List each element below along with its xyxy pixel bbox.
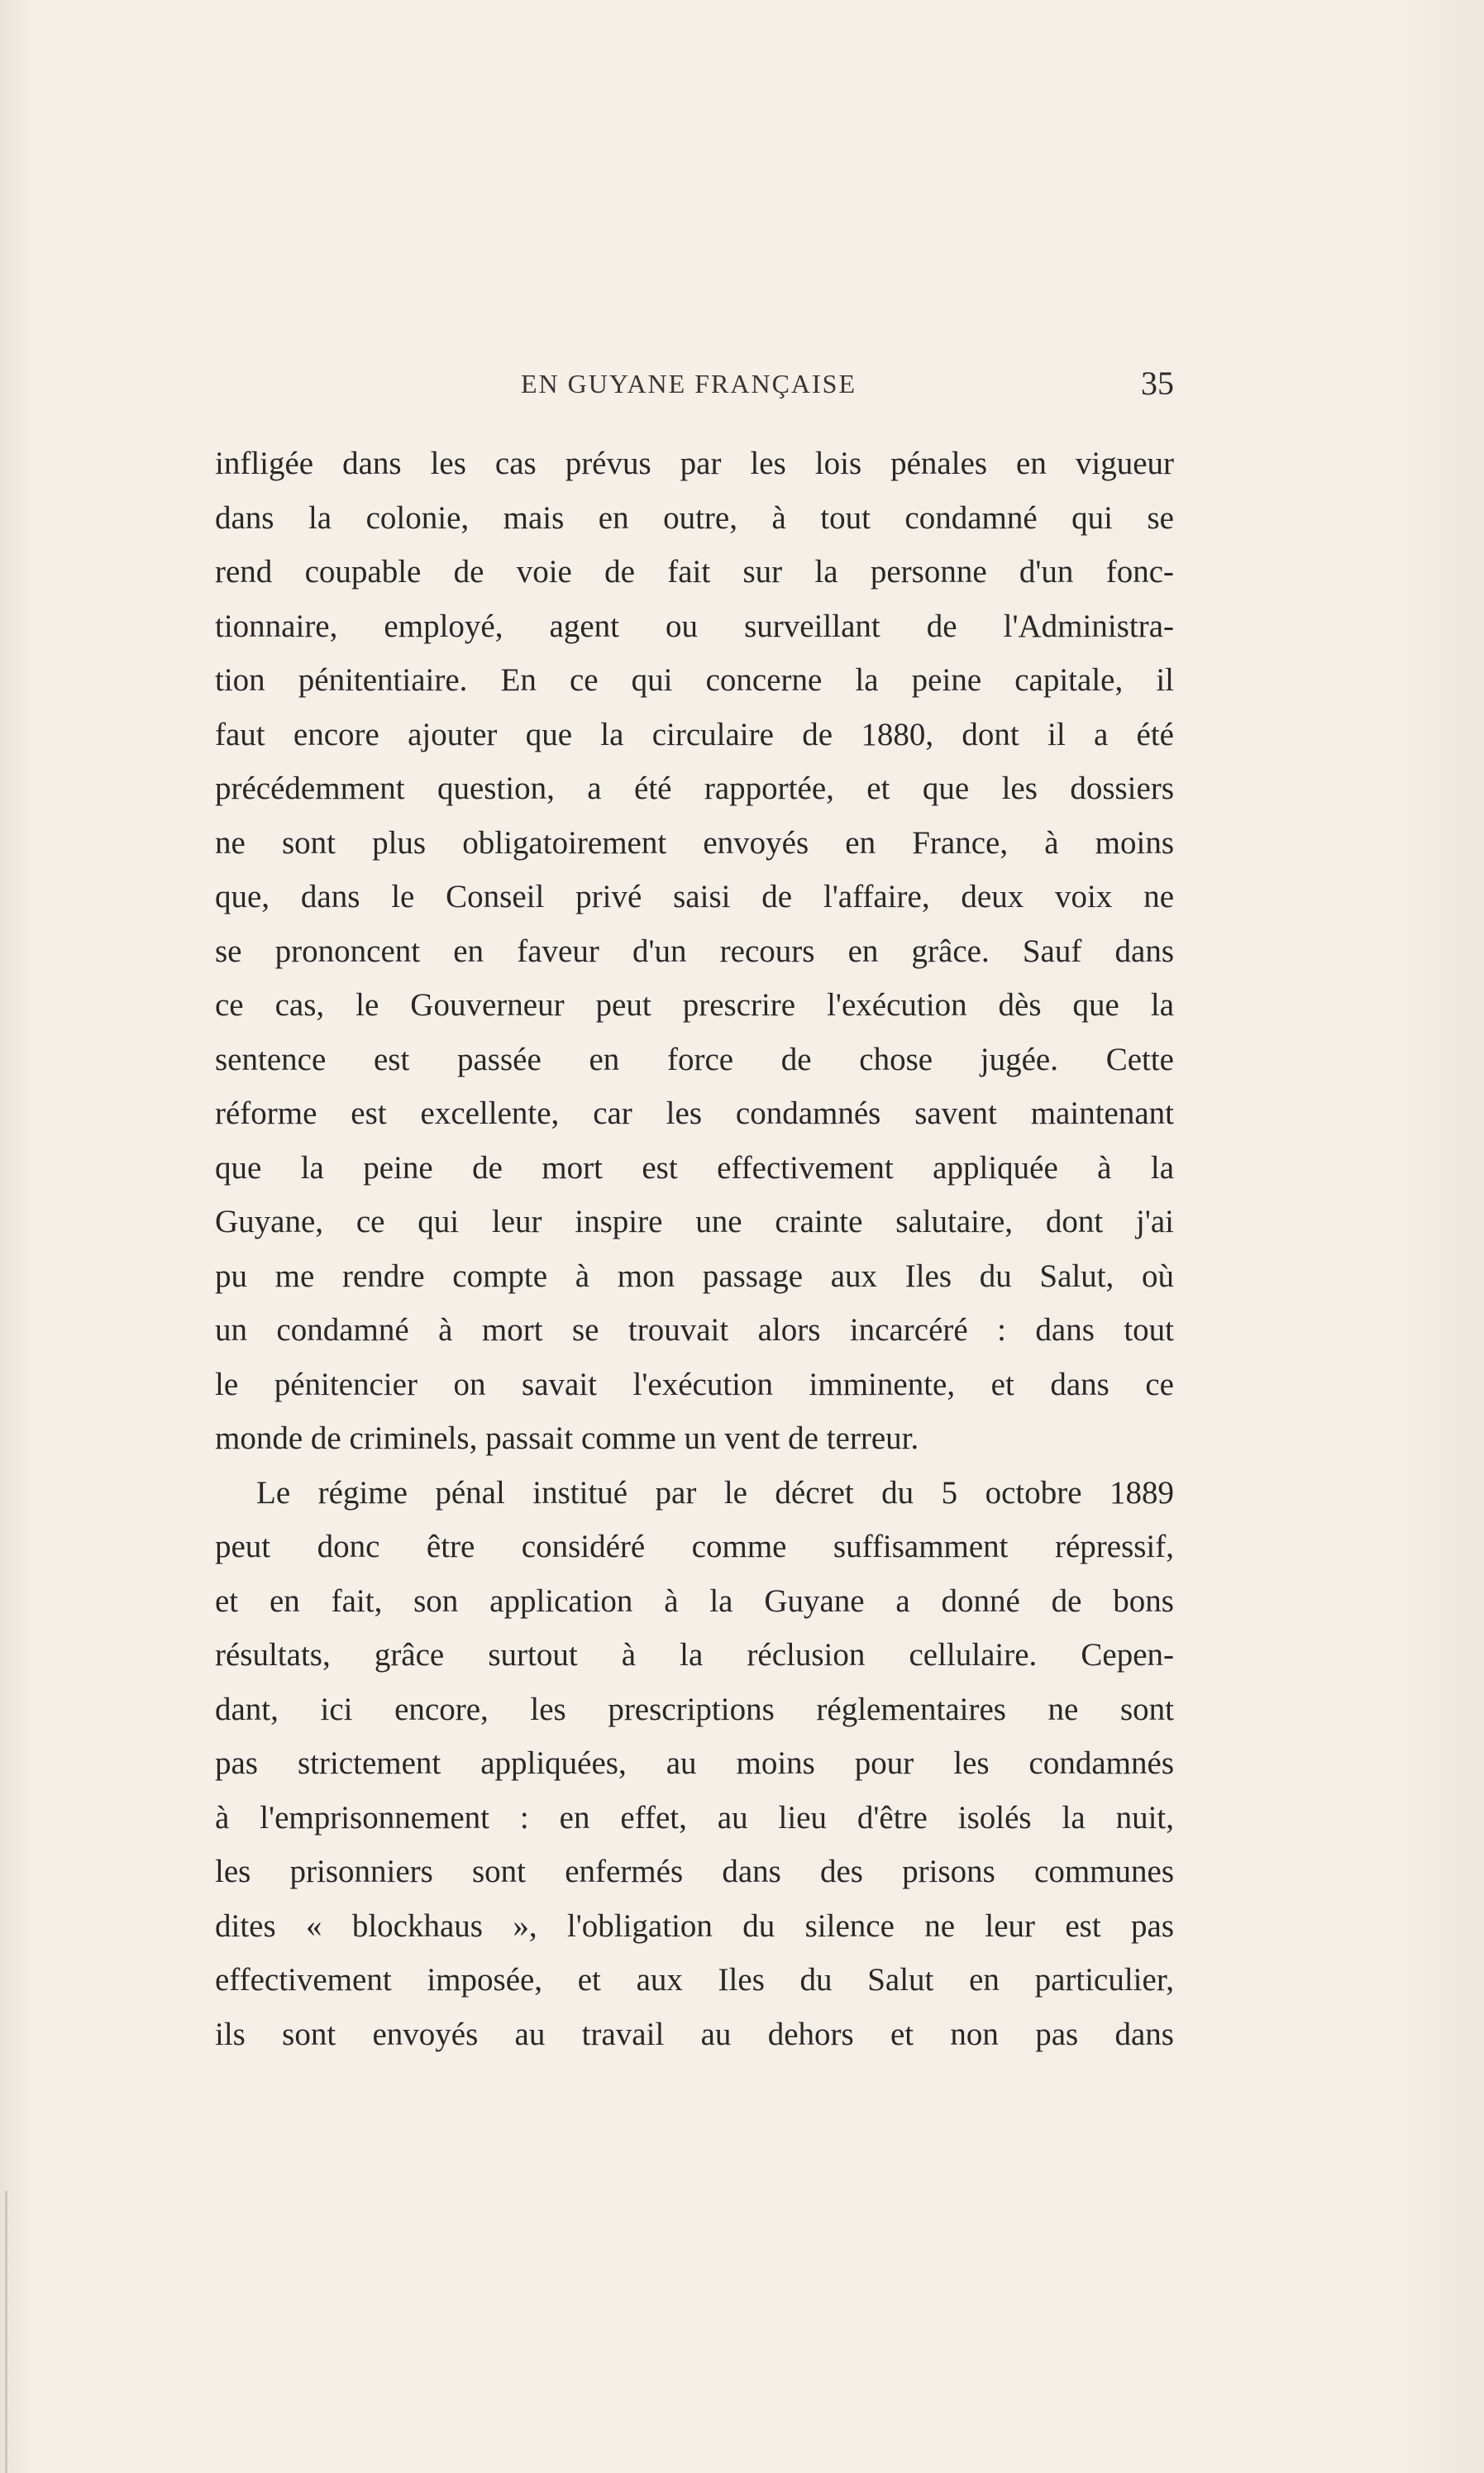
text-line: le pénitencier on savait l'exécution imminente, et dans ce (215, 1366, 1174, 1402)
text-line: et en fait, son application à la Guyane a donné de bons (215, 1583, 1174, 1619)
text-line: effectivement imposée, et aux Iles du Salut en particulier, (215, 1962, 1174, 1998)
text-line: un condamné à mort se trouvait alors incarcéré : dans tout (215, 1312, 1174, 1348)
text-line: résultats, grâce surtout à la réclusion cellulaire. Cepen- (215, 1637, 1174, 1673)
text-line: précédemment question, a été rapportée, et que les dossiers (215, 771, 1174, 806)
running-head: EN GUYANE FRANÇAISE (521, 369, 857, 399)
body-text (215, 437, 1174, 2061)
text-line: dant, ici encore, les prescriptions réglementaires ne sont (215, 1691, 1174, 1727)
text-line: peut donc être considéré comme suffisamment répressif, (215, 1529, 1174, 1564)
text-line: à l'emprisonnement : en effet, au lieu d'être isolés la nuit, (215, 1799, 1174, 1836)
paragraph-start-line: Le régime pénal institué par le décret du 5 octobre 1889 (256, 1474, 1174, 1511)
text-line: infligée dans les cas prévus par les lois pénales en vigueur (215, 446, 1174, 481)
page-edge-mark (5, 2191, 7, 2473)
text-line: tionnaire, employé, agent ou surveillant de l'Administra- (215, 608, 1174, 644)
text-line: dites « blockhaus », l'obligation du silence ne leur est pas (215, 1907, 1174, 1944)
page-header (215, 364, 1174, 413)
text-line: se prononcent en faveur d'un recours en grâce. Sauf dans (215, 933, 1174, 969)
text-line: sentence est passée en force de chose jugée. Cette (215, 1041, 1174, 1077)
text-line: ils sont envoyés au travail au dehors et non pas dans (215, 2016, 1174, 2052)
text-line: ne sont plus obligatoirement envoyés en France, à moins (215, 824, 1174, 861)
text-line: pu me rendre compte à mon passage aux Iles du Salut, où (215, 1258, 1174, 1294)
text-line: ce cas, le Gouverneur peut prescrire l'exécution dès que la (215, 987, 1174, 1023)
page-number: 35 (1141, 365, 1174, 402)
paragraph-end-line: monde de criminels, passait comme un vent de terreur. (215, 1420, 919, 1456)
text-line: Guyane, ce qui leur inspire une crainte salutaire, dont j'ai (215, 1204, 1174, 1239)
text-line: dans la colonie, mais en outre, à tout condamné qui se (215, 499, 1174, 536)
text-line: réforme est excellente, car les condamnés savent maintenant (215, 1096, 1174, 1131)
text-line: rend coupable de voie de fait sur la personne d'un fonc- (215, 554, 1174, 590)
text-line: les prisonniers sont enfermés dans des prisons communes (215, 1854, 1174, 1889)
text-line: tion pénitentiaire. En ce qui concerne la peine capitale, il (215, 662, 1174, 698)
text-line: que, dans le Conseil privé saisi de l'affaire, deux voix ne (215, 879, 1174, 914)
text-line: que la peine de mort est effectivement appliquée à la (215, 1149, 1174, 1186)
text-line: faut encore ajouter que la circulaire de 1880, dont il a été (215, 716, 1174, 752)
text-line: pas strictement appliquées, au moins pour les condamnés (215, 1745, 1174, 1781)
